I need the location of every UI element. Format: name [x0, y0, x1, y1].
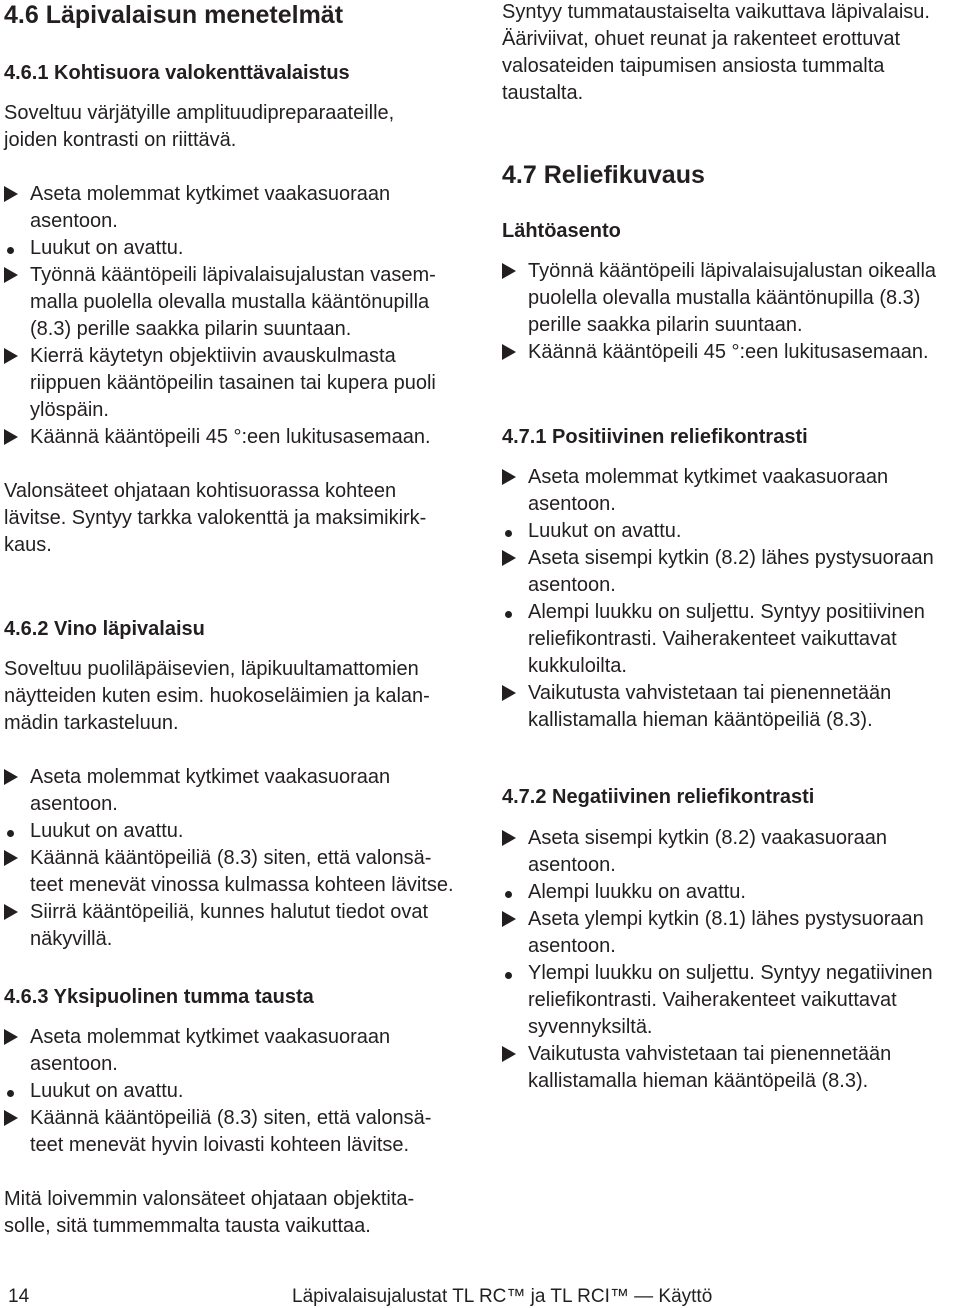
list-item-line: reliefikontrasti. Vaiherakenteet vaikuttavat [528, 989, 897, 1011]
action-arrow-icon [502, 909, 524, 931]
list-item-line: näkyvillä. [30, 928, 113, 950]
list-item-line: Aseta molemmat kytkimet vaakasuoraan [528, 466, 889, 488]
list-item-line: riippuen kääntöpeilin tasainen tai kupera puoli [30, 372, 436, 394]
paragraph-line: Ääriviivat, ohuet reunat ja rakenteet erottuvat [502, 28, 901, 50]
section-title: 4.6 Läpivalaisun menetelmät [4, 1, 344, 29]
list-item-line: Aseta sisempi kytkin (8.2) lähes pystysuoraan [528, 547, 934, 569]
list-item-line: malla puolella olevalla mustalla kääntönupilla [30, 291, 430, 313]
list-item-line: Käännä kääntöpeili 45 °:een lukitusasemaan. [528, 341, 929, 363]
paragraph-line: Mitä loivemmin valonsäteet ohjataan objektita- [4, 1188, 415, 1210]
list-item-line: Käännä kääntöpeili 45 °:een lukitusasemaan. [30, 426, 431, 448]
heading-4-7-2: 4.7.2 Negatiivinen reliefikontrasti [502, 786, 815, 808]
paragraph-line: valosateiden taipumisen ansiosta tummalta [502, 55, 885, 77]
list-item-line: Käännä kääntöpeiliä (8.3) siten, että valonsä- [30, 847, 432, 869]
heading-4-6-3: 4.6.3 Yksipuolinen tumma tausta [4, 986, 314, 1008]
paragraph-line: näytteiden kuten esim. huokoseläimien ja kalan- [4, 685, 430, 707]
paragraph-line: Syntyy tummataustaiselta vaikuttava läpivalaisu. [502, 1, 930, 23]
list-item-line: Vaikutusta vahvistetaan tai pienennetään [528, 682, 892, 704]
list-item-line: kallistamalla hieman kääntöpeilä (8.3). [528, 1070, 869, 1092]
list-item-line: ylöspäin. [30, 399, 109, 421]
action-arrow-icon [4, 848, 26, 870]
list-item-line: Luukut on avattu. [30, 1080, 184, 1102]
action-arrow-icon [502, 467, 524, 489]
heading-4-7: 4.7 Reliefikuvaus [502, 161, 705, 189]
action-arrow-icon [4, 265, 26, 287]
list-item-line: kallistamalla hieman kääntöpeiliä (8.3). [528, 709, 873, 731]
list-item-line: Aseta molemmat kytkimet vaakasuoraan [30, 183, 391, 205]
list-item-line: (8.3) perille saakka pilarin suuntaan. [30, 318, 352, 340]
list-item-line: asentoon. [528, 493, 616, 515]
result-bullet-icon [4, 238, 26, 258]
page-number: 14 [8, 1286, 30, 1307]
action-arrow-icon [502, 342, 524, 364]
list-item-line: Aseta sisempi kytkin (8.2) vaakasuoraan [528, 827, 888, 849]
list-item-line: asentoon. [528, 854, 616, 876]
action-arrow-icon [502, 1044, 524, 1066]
heading-4-6-2: 4.6.2 Vino läpivalaisu [4, 618, 205, 640]
result-bullet-icon [502, 882, 524, 902]
list-item-line: asentoon. [30, 210, 118, 232]
paragraph-line: solle, sitä tummemmalta tausta vaikuttaa. [4, 1215, 371, 1237]
paragraph-line: joiden kontrasti on riittävä. [4, 129, 237, 151]
paragraph-line: kaus. [4, 534, 52, 556]
list-item-line: Aseta molemmat kytkimet vaakasuoraan [30, 1026, 391, 1048]
footer-document-title: Läpivalaisujalustat TL RC™ ja TL RCI™ — Käyttö [292, 1286, 713, 1307]
paragraph-line: Valonsäteet ohjataan kohtisuorassa kohteen [4, 480, 397, 502]
result-bullet-icon [4, 1081, 26, 1101]
paragraph-line: lävitse. Syntyy tarkka valokenttä ja maksimikirk- [4, 507, 427, 529]
list-item-line: Aseta ylempi kytkin (8.1) lähes pystysuoraan [528, 908, 924, 930]
list-item-line: syvennyksiltä. [528, 1016, 653, 1038]
list-item-line: Kierrä käytetyn objektiivin avauskulmasta [30, 345, 396, 367]
list-item-line: teet menevät vinossa kulmassa kohteen lävitse. [30, 874, 454, 896]
list-item-line: Luukut on avattu. [30, 820, 184, 842]
heading-4-7-1: 4.7.1 Positiivinen reliefikontrasti [502, 426, 808, 448]
action-arrow-icon [4, 427, 26, 449]
list-item-line: Siirrä kääntöpeiliä, kunnes halutut tiedot ovat [30, 901, 429, 923]
list-item-line: asentoon. [30, 1053, 118, 1075]
action-arrow-icon [4, 902, 26, 924]
paragraph-line: Soveltuu puoliläpäisevien, läpikuultamattomien [4, 658, 419, 680]
paragraph-line: taustalta. [502, 82, 584, 104]
action-arrow-icon [4, 1027, 26, 1049]
list-item-line: Luukut on avattu. [30, 237, 184, 259]
paragraph-line: Soveltuu värjätyille amplituudipreparaateille, [4, 102, 395, 124]
list-item-line: Alempi luukku on suljettu. Syntyy positiivinen [528, 601, 925, 623]
list-item-line: Aseta molemmat kytkimet vaakasuoraan [30, 766, 391, 788]
result-bullet-icon [502, 602, 524, 622]
list-item-line: Alempi luukku on avattu. [528, 881, 746, 903]
result-bullet-icon [502, 963, 524, 983]
list-item-line: asentoon. [528, 935, 616, 957]
subheading-lahtoasento: Lähtöasento [502, 220, 621, 242]
list-item-line: kukkuloilta. [528, 655, 627, 677]
result-bullet-icon [4, 821, 26, 841]
action-arrow-icon [502, 261, 524, 283]
list-item-line: teet menevät hyvin loivasti kohteen lävitse. [30, 1134, 410, 1156]
action-arrow-icon [4, 1108, 26, 1130]
list-item-line: perille saakka pilarin suuntaan. [528, 314, 803, 336]
list-item-line: reliefikontrasti. Vaiherakenteet vaikuttavat [528, 628, 897, 650]
action-arrow-icon [4, 767, 26, 789]
result-bullet-icon [502, 521, 524, 541]
action-arrow-icon [502, 683, 524, 705]
list-item-line: Vaikutusta vahvistetaan tai pienennetään [528, 1043, 892, 1065]
list-item-line: Työnnä kääntöpeili läpivalaisujalustan oikealla [528, 260, 937, 282]
paragraph-line: mädin tarkasteluun. [4, 712, 179, 734]
list-item-line: Ylempi luukku on suljettu. Syntyy negatiivinen [528, 962, 933, 984]
action-arrow-icon [502, 828, 524, 850]
action-arrow-icon [4, 184, 26, 206]
list-item-line: puolella olevalla mustalla kääntönupilla (8.3) [528, 287, 921, 309]
list-item-line: Työnnä kääntöpeili läpivalaisujalustan vasem- [30, 264, 436, 286]
action-arrow-icon [4, 346, 26, 368]
heading-4-6-1: 4.6.1 Kohtisuora valokenttävalaistus [4, 62, 350, 84]
action-arrow-icon [502, 548, 524, 570]
list-item-line: Käännä kääntöpeiliä (8.3) siten, että valonsä- [30, 1107, 432, 1129]
list-item-line: asentoon. [528, 574, 616, 596]
list-item-line: Luukut on avattu. [528, 520, 682, 542]
list-item-line: asentoon. [30, 793, 118, 815]
